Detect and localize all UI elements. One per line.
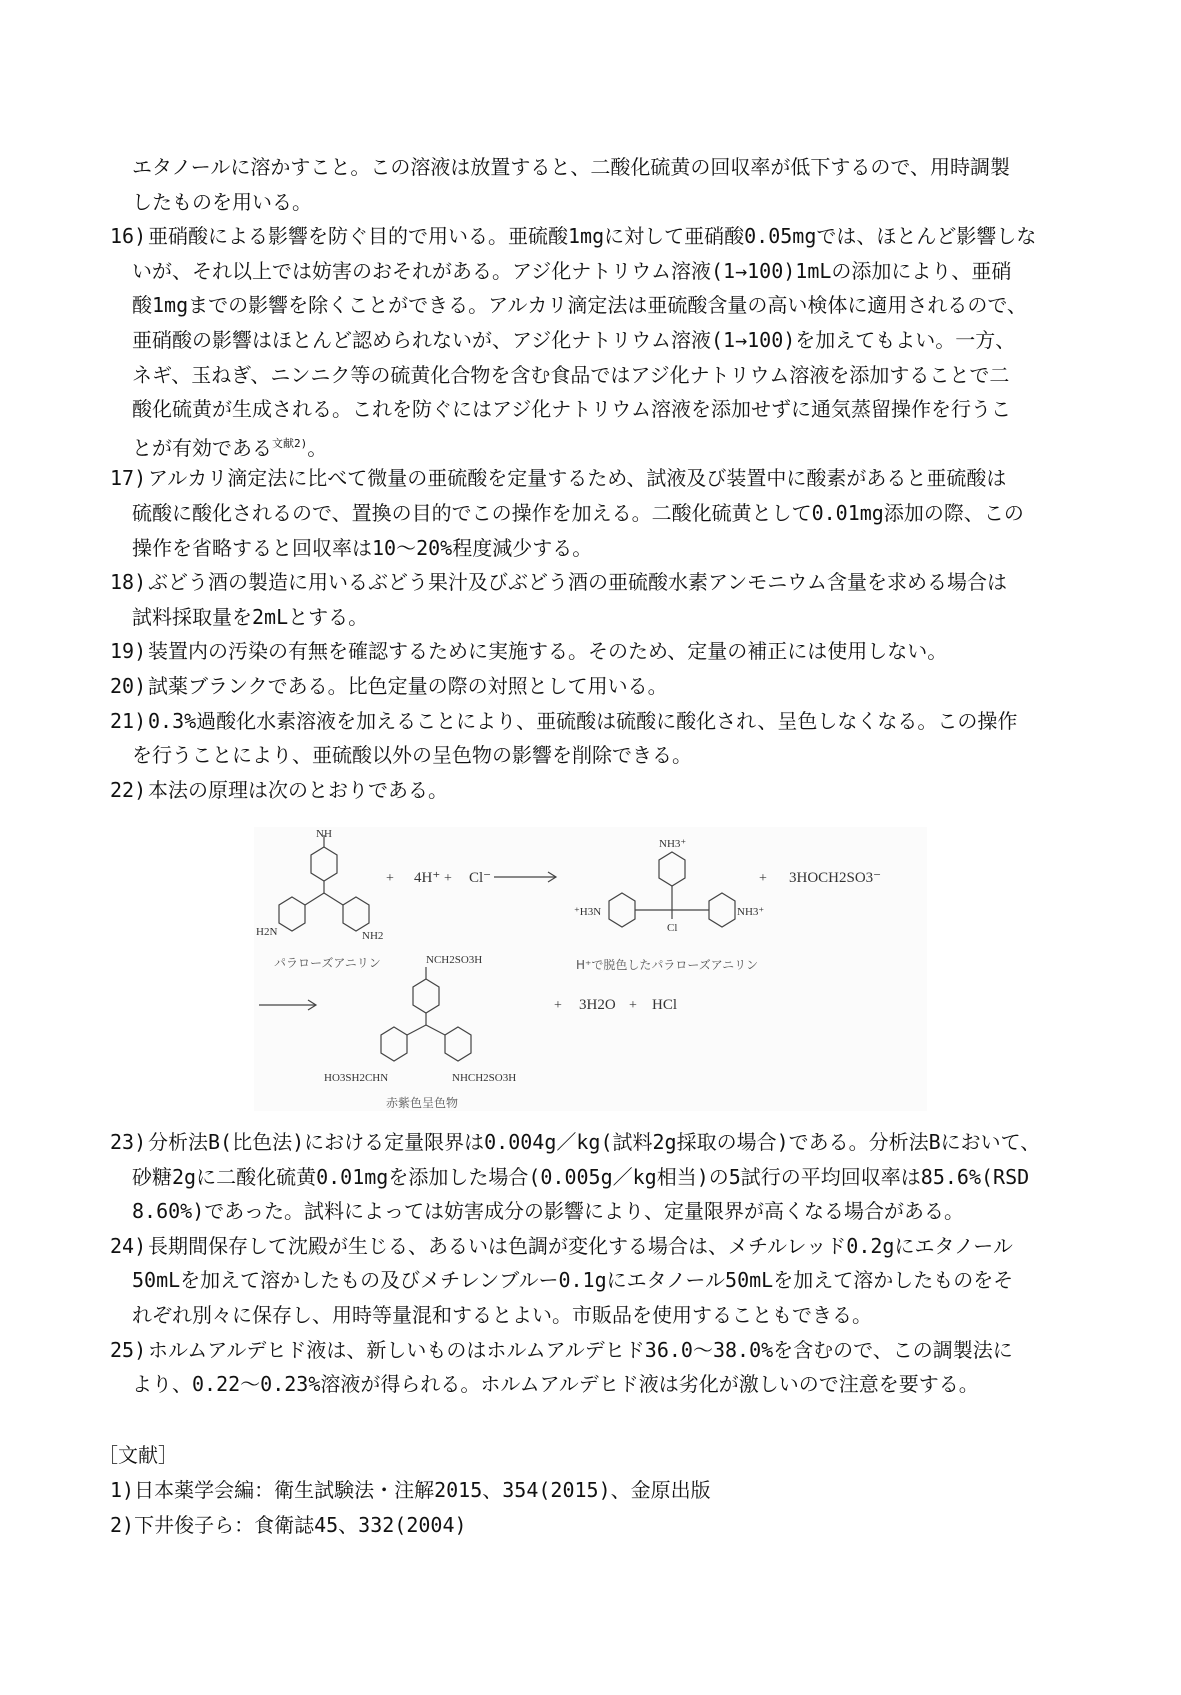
benzene-ring xyxy=(311,847,337,881)
note-text-line: 亜硝酸による影響を防ぐ目的で用いる。亜硫酸1mgに対して亜硝酸0.05mgでは、ほとんど影響しな xyxy=(148,224,1037,249)
label-ho3sh2chn: HO3SH2CHN xyxy=(324,1072,389,1084)
note-text-line: 本法の原理は次のとおりである。 xyxy=(148,777,448,802)
benzene-ring xyxy=(659,852,685,886)
note-text-line xyxy=(132,743,692,767)
note-text-line xyxy=(132,155,1010,179)
note-text-line xyxy=(132,397,1011,421)
note-text-line xyxy=(132,190,312,214)
note-text-line xyxy=(132,605,368,629)
note-text: 酸1mgまでの影響を除くことができる。アルカリ滴定法は亜硫酸含量の高い検体に適用されるので、 xyxy=(132,293,1027,318)
plus-sign: + xyxy=(759,871,767,886)
note-text: より、0.22～0.23%溶液が得られる。ホルムアルデヒド液は劣化が激しいので注意を要する。 xyxy=(132,1372,979,1397)
note-text: 硫酸に酸化されるので、置換の目的でこの操作を加える。二酸化硫黄として0.01mg添加の際、この xyxy=(132,501,1024,525)
note-text-line: ホルムアルデヒド液は、新しいものはホルムアルデヒド36.0～38.0%を含むので、この調製法に xyxy=(148,1337,1013,1362)
note-number: 19) xyxy=(110,639,147,664)
note-number: 23) xyxy=(110,1130,147,1154)
note-text-line: 分析法B(比色法)における定量限界は0.004g／kg(試料2g採取の場合)である。分析法Bにおいて、 xyxy=(148,1130,1041,1154)
plus-sign: + xyxy=(386,871,394,886)
benzene-ring xyxy=(413,979,439,1013)
note-text: 操作を省略すると回収率は10～20%程度減少する。 xyxy=(132,535,593,560)
note-number: 22) xyxy=(110,777,147,802)
compound-name-pararosaniline: パラローズアニリン xyxy=(274,956,381,970)
reference-item: 1)日本薬学会編：衛生試験法・注解2015、354(2015)、金原出版 xyxy=(110,1478,711,1502)
note-number: 24) xyxy=(110,1233,147,1258)
note-text-line: アルカリ滴定法に比べて微量の亜硫酸を定量するため、試液及び装置中に酸素があると亜硫酸は xyxy=(148,466,1007,491)
benzene-ring xyxy=(343,897,369,931)
note-text-line xyxy=(132,432,327,460)
note-number: 25) xyxy=(110,1337,147,1362)
benzene-ring xyxy=(609,893,635,927)
label-cl: Cl xyxy=(667,922,678,934)
note-number: 20) xyxy=(110,674,147,698)
note-text: 試料採取量を2mLとする。 xyxy=(132,604,369,629)
note-text: 砂糖2gに二酸化硫黄0.01mgを添加した場合(0.005g／kg相当)の5試行の平均回収率は85.6%(RSD xyxy=(132,1164,1030,1189)
note-text: 酸化硫黄が生成される。これを防ぐにはアジ化ナトリウム溶液を添加せずに通気蒸留操作を行うこ xyxy=(132,397,1011,422)
label-cl-ion: Cl⁻ xyxy=(469,870,492,886)
note-number: 16) xyxy=(110,224,147,249)
label-4h: 4H⁺ xyxy=(414,870,441,886)
compound-name-decolorized: H⁺で脱色したパラローズアニリン xyxy=(576,958,759,972)
label-nh3-top: NH3⁺ xyxy=(659,838,687,850)
label-nch2so3h: NCH2SO3H xyxy=(426,954,483,966)
label-nh3-right: NH3⁺ xyxy=(737,906,765,918)
label-h2o: 3H2O xyxy=(579,997,616,1013)
compound-name-product: 赤紫色呈色物 xyxy=(386,1096,459,1110)
note-text: れぞれ別々に保存し、用時等量混和するとよい。市販品を使用することもできる。 xyxy=(132,1303,872,1327)
reference-superscript: 文献2) xyxy=(272,436,308,450)
note-text-line xyxy=(132,259,1011,283)
note-number: 17) xyxy=(110,466,147,491)
label-h2n: H2N xyxy=(256,926,278,938)
note-text: いが、それ以上では妨害のおそれがある。アジ化ナトリウム溶液(1→100)1mLの添加により、亜硝 xyxy=(132,258,1012,283)
note-text-line xyxy=(132,363,1009,387)
note-text: 。 xyxy=(307,435,328,460)
note-text: エタノールに溶かすこと。この溶液は放置すると、二酸化硫黄の回収率が低下するので、用時調製 xyxy=(132,155,1010,179)
plus-sign: + xyxy=(554,998,562,1013)
note-text-line xyxy=(132,1372,979,1396)
benzene-ring xyxy=(709,893,735,927)
label-nh2: NH2 xyxy=(362,930,384,942)
note-number: 21) xyxy=(110,708,147,733)
note-text-line: ぶどう酒の製造に用いるぶどう果汁及びぶどう酒の亜硫酸水素アンモニウム含量を求める場合は xyxy=(148,570,1007,595)
note-text-line xyxy=(132,1268,1013,1292)
note-text-line xyxy=(132,293,1027,317)
note-text: したものを用いる。 xyxy=(132,189,312,214)
benzene-ring xyxy=(381,1027,407,1061)
note-text-line: 長期間保存して沈殿が生じる、あるいは色調が変化する場合は、メチルレッド0.2gにエタノール xyxy=(148,1233,1013,1258)
label-h3n: ⁺H3N xyxy=(574,906,602,918)
reaction-scheme-diagram xyxy=(254,827,927,1111)
label-nhch2so3h: NHCH2SO3H xyxy=(452,1072,517,1084)
note-text-line xyxy=(132,1303,872,1327)
plus-sign: + xyxy=(444,871,452,886)
note-text-line xyxy=(132,501,1024,525)
benzene-ring xyxy=(445,1027,471,1061)
references-heading: ［文献］ xyxy=(98,1443,178,1467)
label-hcl: HCl xyxy=(652,997,678,1013)
note-text-line: 0.3%過酸化水素溶液を加えることにより、亜硫酸は硫酸に酸化され、呈色しなくなる。この操作 xyxy=(148,708,1018,733)
note-text-line xyxy=(132,1165,1029,1189)
note-text: を行うことにより、亜硫酸以外の呈色物の影響を削除できる。 xyxy=(132,743,692,768)
note-text-line xyxy=(132,328,1015,352)
note-text-line xyxy=(132,1199,964,1223)
note-text-line xyxy=(132,536,592,560)
note-text-line: 試薬ブランクである。比色定量の際の対照として用いる。 xyxy=(148,674,668,698)
note-text: 8.60%)であった。試料によっては妨害成分の影響により、定量限界が高くなる場合がある。 xyxy=(132,1199,965,1224)
note-text: ネギ、玉ねぎ、ニンニク等の硫黄化合物を含む食品ではアジ化ナトリウム溶液を添加することで二 xyxy=(132,362,1010,387)
note-text: 50mLを加えて溶かしたもの及びメチレンブルー0.1gにエタノール50mLを加えて溶かしたものをそ xyxy=(132,1268,1014,1293)
note-text: とが有効である xyxy=(132,435,272,460)
note-text-line: 装置内の汚染の有無を確認するために実施する。そのため、定量の補正には使用しない。 xyxy=(148,639,948,664)
label-hoch2so3: 3HOCH2SO3⁻ xyxy=(789,870,882,886)
label-nh: NH xyxy=(316,828,332,840)
benzene-ring xyxy=(279,897,305,931)
note-text: 亜硝酸の影響はほとんど認められないが、アジ化ナトリウム溶液(1→100)を加えてもよい。一方、 xyxy=(132,328,1016,352)
plus-sign: + xyxy=(629,998,637,1013)
reference-item: 2)下井俊子ら：食衛誌45、332(2004) xyxy=(110,1513,467,1537)
note-number: 18) xyxy=(110,570,147,595)
